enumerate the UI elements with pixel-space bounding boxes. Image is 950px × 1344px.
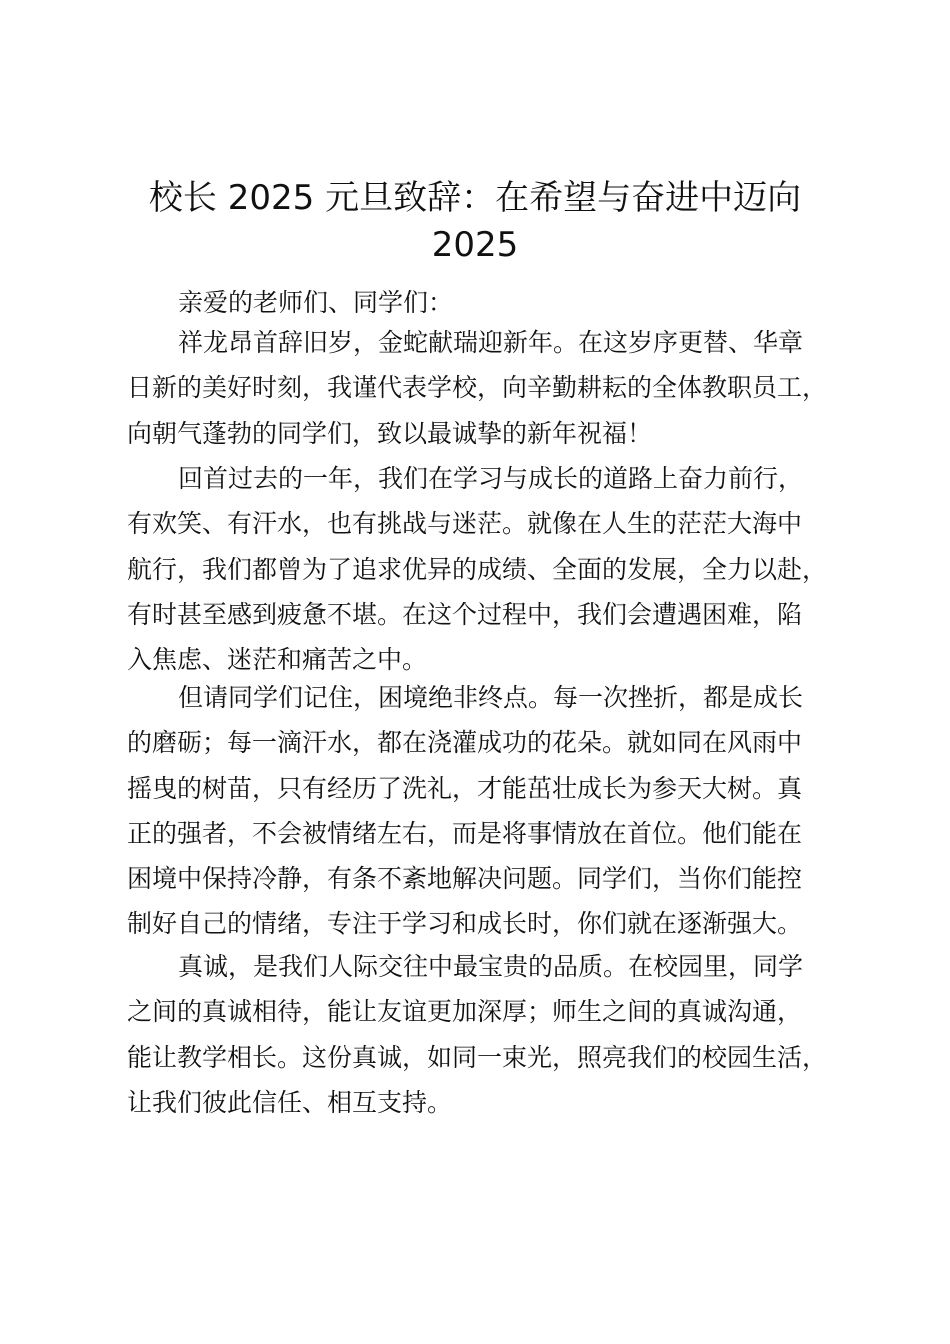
paragraph-line: 日新的美好时刻，我谨代表学校，向辛勤耕耘的全体教职员工，: [127, 373, 828, 403]
paragraph-line: 让我们彼此信任、相互支持。: [127, 1087, 453, 1117]
paragraph-line: 有时甚至感到疲惫不堪。在这个过程中，我们会遭遇困难，陷: [127, 599, 803, 629]
paragraph-line: 摇曳的树苗，只有经历了洗礼，才能茁壮成长为参天大树。真: [127, 773, 803, 803]
paragraph-2: [127, 456, 857, 682]
document-title-line-2: 2025: [431, 225, 519, 265]
paragraph-line: 正的强者，不会被情绪左右，而是将事情放在首位。他们能在: [127, 818, 803, 848]
paragraph-line: 回首过去的一年，我们在学习与成长的道路上奋力前行，: [178, 464, 804, 493]
paragraph-line: 有欢笑、有汗水，也有挑战与迷茫。就像在人生的茫茫大海中: [127, 509, 803, 539]
paragraph-line: 的磨砺；每一滴汗水，都在浇灌成功的花朵。就如同在风雨中: [127, 728, 803, 758]
paragraph-1: [127, 320, 857, 456]
greeting-line: 亲爱的老师们、同学们：: [178, 288, 454, 317]
paragraph-line: 祥龙昂首辞旧岁，金蛇献瑞迎新年。在这岁序更替、华章: [178, 328, 804, 357]
paragraph-line: 航行，我们都曾为了追求优异的成绩、全面的发展，全力以赴，: [127, 554, 828, 584]
paragraph-line: 能让教学相长。这份真诚，如同一束光，照亮我们的校园生活，: [127, 1042, 828, 1072]
paragraph-line: 但请同学们记住，困境绝非终点。每一次挫折，都是成长: [178, 683, 804, 712]
paragraph-line: 真诚，是我们人际交往中最宝贵的品质。在校园里，同学: [178, 952, 804, 981]
paragraph-line: 之间的真诚相待，能让友谊更加深厚；师生之间的真诚沟通，: [127, 997, 803, 1027]
paragraph-3: [127, 675, 857, 947]
paragraph-4: [127, 944, 857, 1125]
paragraph-line: 困境中保持冷静，有条不紊地解决问题。同学们，当你们能控: [127, 864, 803, 894]
greeting-paragraph: [127, 280, 857, 325]
paragraph-line: 向朝气蓬勃的同学们，致以最诚挚的新年祝福！: [127, 418, 653, 448]
paragraph-line: 制好自己的情绪，专注于学习和成长时，你们就在逐渐强大。: [127, 909, 803, 939]
document-title-line-1: 校长 2025 元旦致辞：在希望与奋进中迈向: [148, 178, 802, 218]
paragraph-line: 入焦虑、迷茫和痛苦之中。: [127, 645, 428, 675]
